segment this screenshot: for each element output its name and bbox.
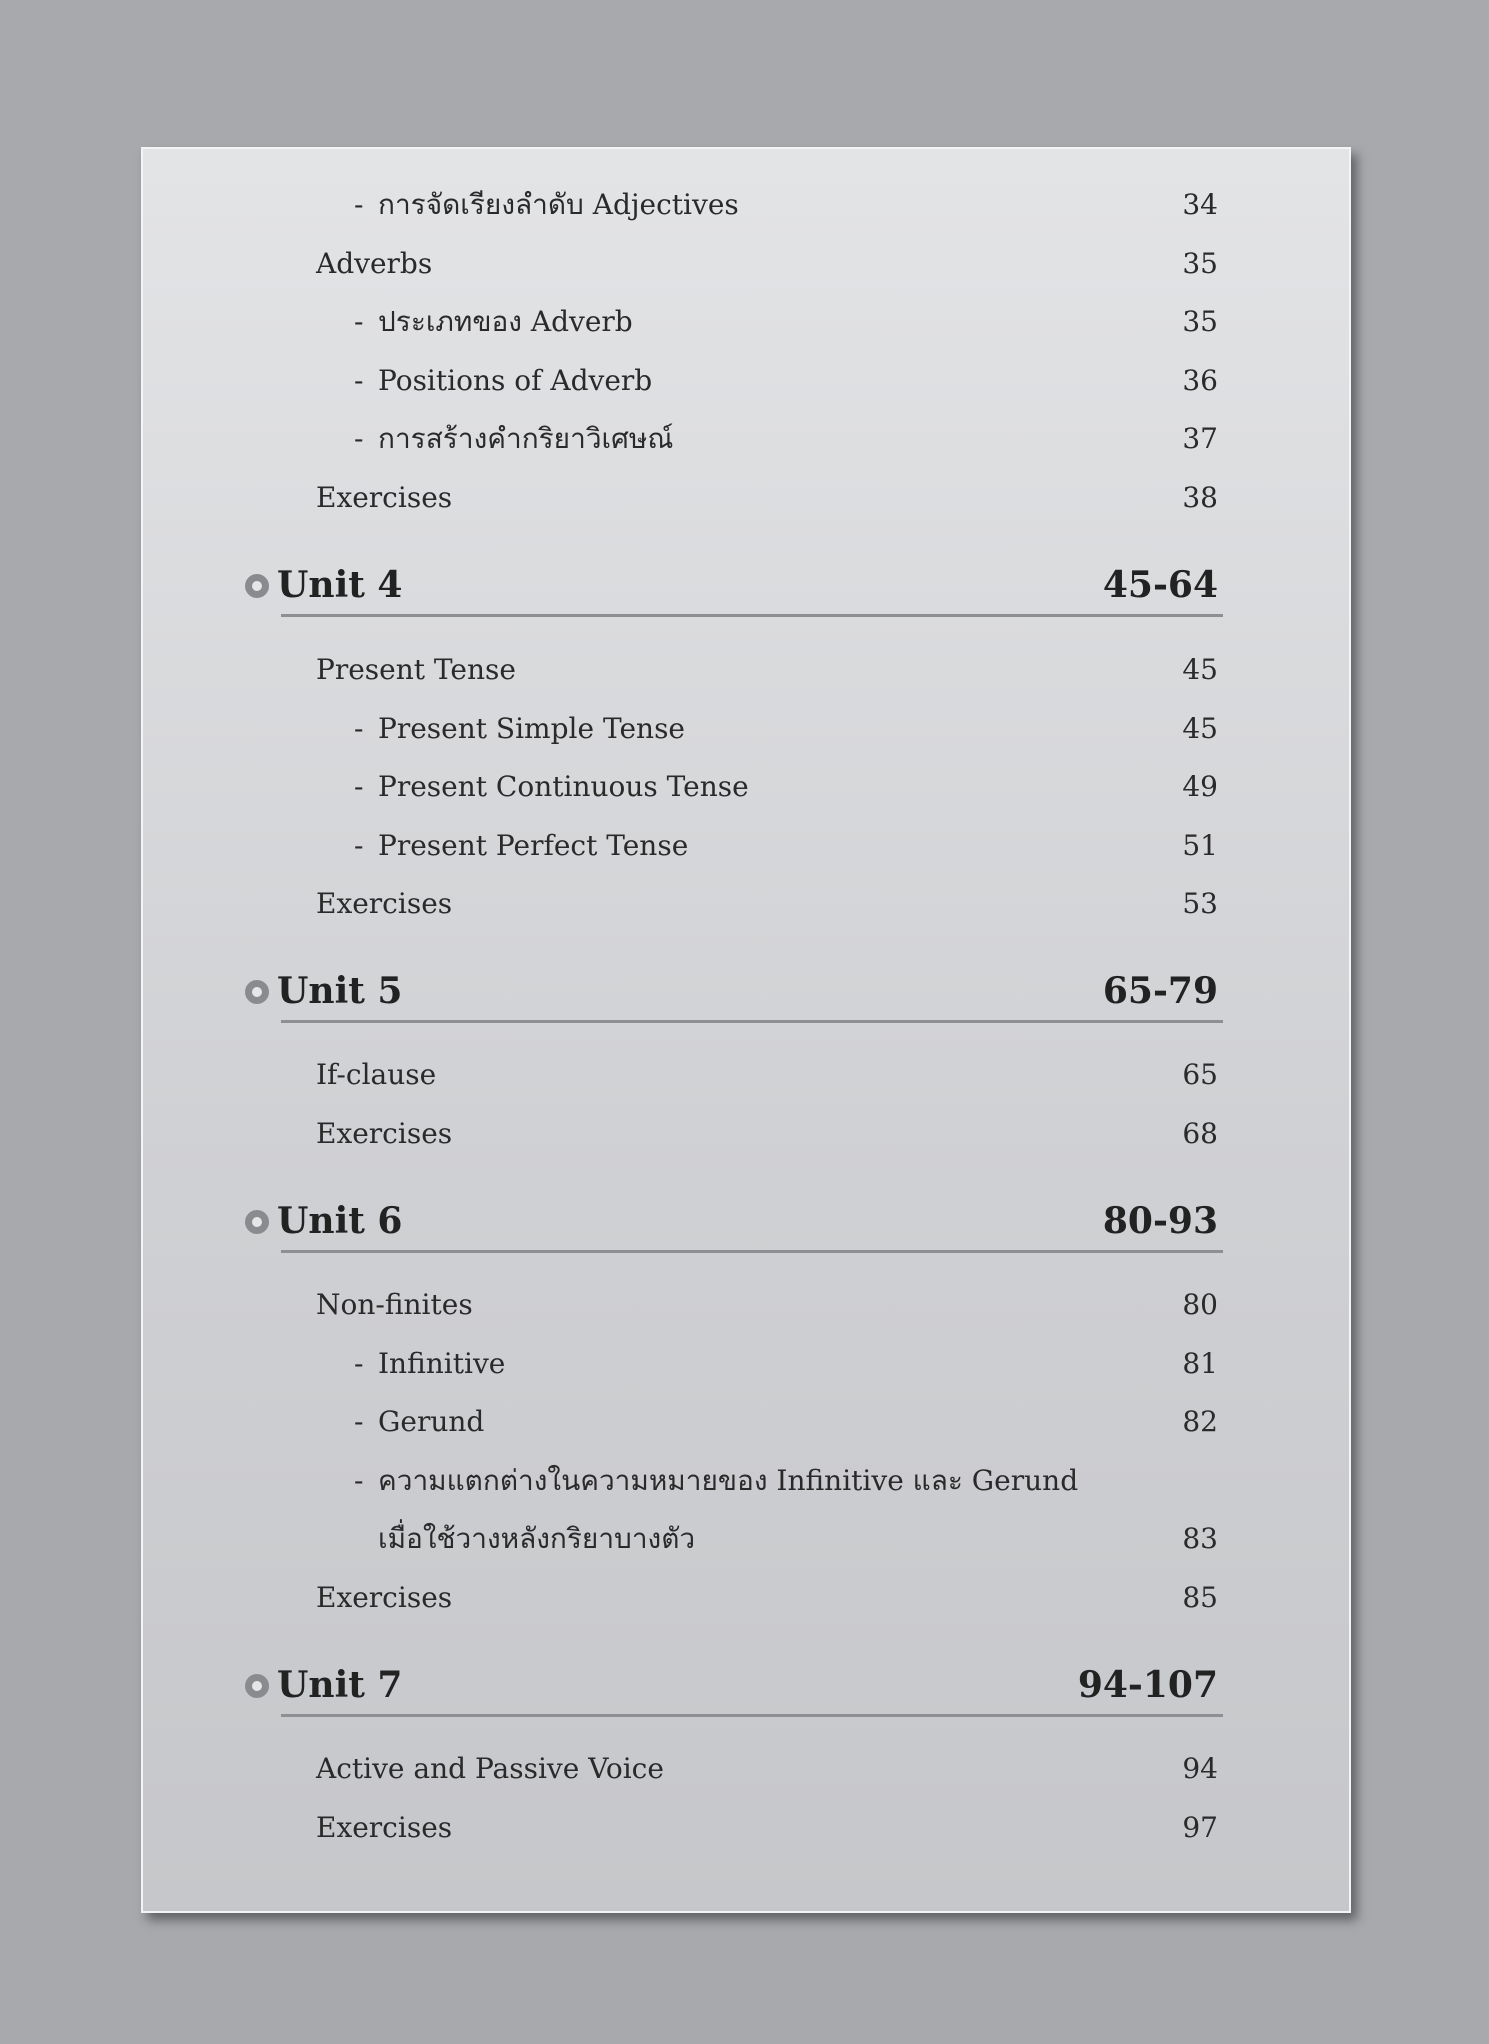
toc-item-label: Active and Passive Voice	[316, 1752, 664, 1785]
toc-item[interactable]	[143, 1104, 1349, 1164]
dash-marker: -	[354, 305, 364, 338]
toc-item-label: Exercises	[316, 887, 453, 920]
toc-item-page: 53	[1182, 887, 1218, 920]
unit-title: Unit 4	[277, 564, 403, 606]
divider	[281, 1250, 1223, 1253]
toc-item[interactable]	[143, 1798, 1349, 1858]
unit-title: Unit 6	[277, 1200, 403, 1242]
toc-item[interactable]	[143, 874, 1349, 934]
toc-item-page: 34	[1182, 188, 1218, 221]
dash-marker: -	[354, 829, 364, 862]
toc-item[interactable]	[143, 234, 1349, 294]
toc-item-page: 36	[1182, 364, 1218, 397]
unit-page-range: 94-107	[1077, 1664, 1218, 1706]
toc-item-label: Present Tense	[316, 653, 516, 686]
toc-item[interactable]	[143, 1568, 1349, 1628]
bullet-icon	[245, 574, 269, 598]
unit-page-range: 80-93	[1102, 1200, 1218, 1242]
toc-item-page: 38	[1182, 481, 1218, 514]
toc-item[interactable]	[143, 468, 1349, 528]
toc-item-page: 83	[1182, 1522, 1218, 1555]
toc-item-page: 35	[1182, 247, 1218, 280]
bullet-icon	[245, 1210, 269, 1234]
toc-item-label: Present Continuous Tense	[378, 770, 749, 803]
toc-item-page: 45	[1182, 653, 1218, 686]
unit-heading-5[interactable]	[143, 961, 1349, 1021]
unit-heading-4[interactable]	[143, 555, 1349, 615]
toc-item-label: เมื่อใช้วางหลังกริยาบางตัว	[378, 1522, 696, 1555]
toc-item-label: Positions of Adverb	[378, 364, 653, 397]
toc-item-label: Present Perfect Tense	[378, 829, 689, 862]
toc-item-page: 35	[1182, 305, 1218, 338]
toc-item[interactable]	[143, 409, 1349, 469]
bullet-icon	[245, 980, 269, 1004]
toc-item[interactable]	[143, 1275, 1349, 1335]
toc-item-page: 45	[1182, 712, 1218, 745]
toc-item[interactable]	[143, 699, 1349, 759]
dash-marker: -	[354, 422, 364, 455]
toc-item-label: If-clause	[316, 1058, 437, 1091]
dash-marker: -	[354, 188, 364, 221]
dash-marker: -	[354, 364, 364, 397]
dash-marker: -	[354, 1347, 364, 1380]
toc-item-page: 80	[1182, 1288, 1218, 1321]
toc-item-page: 65	[1182, 1058, 1218, 1091]
toc-item[interactable]	[143, 1334, 1349, 1394]
toc-item[interactable]	[143, 175, 1349, 235]
toc-item-page: 82	[1182, 1405, 1218, 1438]
divider	[281, 1714, 1223, 1717]
toc-item-page: 97	[1182, 1811, 1218, 1844]
unit-page-range: 45-64	[1102, 564, 1218, 606]
unit-heading-6[interactable]	[143, 1191, 1349, 1251]
unit-page-range: 65-79	[1102, 970, 1218, 1012]
dash-marker: -	[354, 1405, 364, 1438]
toc-item[interactable]	[143, 816, 1349, 876]
dash-marker: -	[354, 770, 364, 803]
toc-item[interactable]	[143, 1045, 1349, 1105]
divider	[281, 614, 1223, 617]
toc-item[interactable]	[143, 1739, 1349, 1799]
toc-item[interactable]	[143, 1392, 1349, 1452]
toc-item-label: Exercises	[316, 1581, 453, 1614]
toc-item-label: Exercises	[316, 481, 453, 514]
toc-item[interactable]	[143, 292, 1349, 352]
unit-title: Unit 7	[277, 1664, 403, 1706]
toc-page	[141, 147, 1351, 1913]
bullet-icon	[245, 1674, 269, 1698]
toc-item[interactable]	[143, 351, 1349, 411]
toc-item[interactable]	[143, 1451, 1349, 1511]
toc-item-label: การจัดเรียงลำดับ Adjectives	[378, 188, 739, 221]
toc-item-page: 85	[1182, 1581, 1218, 1614]
dash-marker: -	[354, 1464, 364, 1497]
divider	[281, 1020, 1223, 1023]
toc-item[interactable]	[143, 640, 1349, 700]
toc-item-page: 51	[1182, 829, 1218, 862]
toc-item-label: Adverbs	[316, 247, 433, 280]
toc-item-label: Exercises	[316, 1117, 453, 1150]
toc-item-label: การสร้างคำกริยาวิเศษณ์	[378, 422, 674, 455]
toc-item-page: 81	[1182, 1347, 1218, 1380]
unit-title: Unit 5	[277, 970, 403, 1012]
toc-item-label: ความแตกต่างในความหมายของ Infinitive และ Gerund	[378, 1464, 1079, 1497]
toc-item-label: Gerund	[378, 1405, 485, 1438]
toc-item-label: Present Simple Tense	[378, 712, 686, 745]
toc-item-label: Non-finites	[316, 1288, 473, 1321]
toc-item-page: 37	[1182, 422, 1218, 455]
toc-item-page: 49	[1182, 770, 1218, 803]
toc-item-label: Infinitive	[378, 1347, 506, 1380]
toc-item-page: 94	[1182, 1752, 1218, 1785]
toc-item[interactable]	[143, 757, 1349, 817]
dash-marker: -	[354, 712, 364, 745]
toc-item-page: 68	[1182, 1117, 1218, 1150]
unit-heading-7[interactable]	[143, 1655, 1349, 1715]
toc-item-continuation[interactable]	[143, 1509, 1349, 1569]
toc-item-label: Exercises	[316, 1811, 453, 1844]
toc-item-label: ประเภทของ Adverb	[378, 305, 633, 338]
